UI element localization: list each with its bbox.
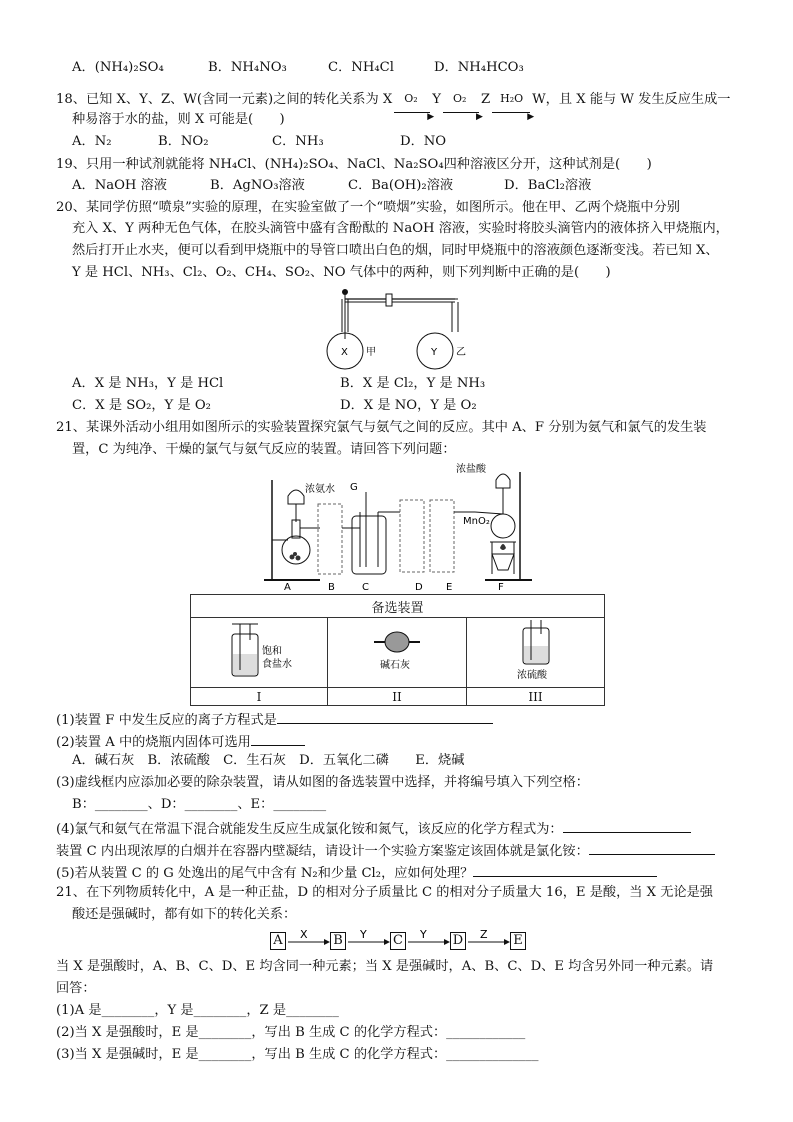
letter-b: B [328,582,335,592]
q21b-stem-line2: 酸还是强碱时，都有如下的转化关系： [72,907,297,922]
chain-e: E [510,932,526,950]
letter-c: C [362,582,369,592]
label-conc-h2so4: 浓硫酸 [516,670,547,681]
q17-option-c: C．NH₄Cl [328,60,394,75]
letter-d: D [415,582,423,592]
q21b-question-3: (3)当 X 是强碱时，E 是________，写出 B 生成 C 的化学方程式：______________ [56,1047,539,1062]
chain-a: A [270,932,286,950]
q21a-stem-line1: 21、某课外活动小组用如图所示的实验装置探究氯气与氨气之间的反应。其中 A、F 分别为氨气和氯气的发生装 [56,420,707,435]
table-title: 备选装置 [191,595,605,618]
q21b-stem-line1: 21、在下列物质转化中，A 是一种正盐，D 的相对分子质量比 C 的相对分子质量大 16，E 是酸，当 X 无论是强 [56,885,713,900]
q21a-question-4: (4)氯气和氨气在常温下混合就能发生反应生成氯化铵和氮气，该反应的化学方程式为： [56,818,691,839]
table-num-1: I [191,688,328,706]
flask-x-label: X [341,347,348,358]
table-num-2: II [328,688,467,706]
q21b-question-1: (1)A 是________，Y 是________，Z 是________ [56,1003,339,1018]
letter-f: F [498,582,504,592]
table-cell-1 [191,618,328,688]
chain-arrow-3 [406,929,450,951]
q20-option-d: D．X 是 NO，Y 是 O₂ [340,398,477,413]
q20-option-a: A．X 是 NH₃，Y 是 HCl [72,376,224,391]
chain-arrow-4 [466,929,510,951]
q20-option-b: B．X 是 Cl₂，Y 是 NH₃ [340,376,486,391]
q20-stem-line2: 充入 X、Y 两种无色气体，在胶头滴管中盛有含酚酞的 NaOH 溶液，实验时将胶头滴管内的液体挤入甲烧瓶内， [72,221,729,236]
chain-b: B [330,932,346,950]
q19-option-b: B．AgNO₃溶液 [210,178,305,193]
q18-stem-line2: 种易溶于水的盐，则 X 可能是( ) [72,112,285,127]
chain-arrow-1 [286,929,330,951]
q21a-question-2: (2)装置 A 中的烧瓶内固体可选用 [56,731,305,752]
table-num-3: III [467,688,605,706]
q21a-question-3: (3)虚线框内应添加必要的除杂装置，请从如图的备选装置中选择，并将编号填入下列空格： [56,775,589,790]
apparatus-figure [260,462,540,592]
q19-option-d: D．BaCl₂溶液 [504,178,592,193]
letter-e: E [446,582,453,592]
label-brine-1: 饱和 [262,646,282,657]
q19-option-c: C．Ba(OH)₂溶液 [348,178,454,193]
label-mno2: MnO₂ [463,516,490,527]
q20-option-c: C．X 是 SO₂，Y 是 O₂ [72,398,211,413]
chain-arrow-2 [346,929,390,951]
q20-stem-line4: Y 是 HCl、NH₃、Cl₂、O₂、CH₄、SO₂、NO 气体中的两种，则下列判断中正确的是( ) [72,265,611,280]
label-brine-2: 食盐水 [262,659,292,670]
q20-stem-line1: 20、某同学仿照“喷泉”实验的原理，在实验室做了一个“喷烟”实验，如图所示。他在甲、乙两个烧瓶中分别 [56,200,680,215]
q17-option-b: B．NH₄NO₃ [208,60,287,75]
q18-option-d: D．NO [400,134,447,149]
q20-stem-line3: 然后打开止水夹，便可以看到甲烧瓶中的导管口喷出白色的烟，同时甲烧瓶中的溶液颜色逐渐变浅。若已知 X、 [72,243,719,258]
q21a-question-1: (1)装置 F 中发生反应的离子方程式是 [56,709,493,730]
q18-option-b: B．NO₂ [158,134,209,149]
svg-text:Y: Y [360,929,367,941]
label-ammonia: 浓氨水 [305,484,335,495]
svg-text:Z: Z [480,929,488,941]
flask-jia-label: 甲 [366,347,376,358]
label-hcl: 浓盐酸 [456,464,486,475]
table-cell-2 [328,618,467,688]
q21a-question-5: (5)若从装置 C 的 G 处逸出的尾气中含有 N₂和少量 Cl₂，应如何处理？ [56,862,657,883]
q17-option-d: D．NH₄HCO₃ [434,60,524,75]
q21a-question-3-blanks: B：________、D：________、E：________ [72,797,327,812]
smoke-experiment-figure [320,284,490,374]
flask-y-label: Y [431,347,438,358]
chain-d: D [450,932,466,950]
q21b-after-line1: 当 X 是强酸时，A、B、C、D、E 均含同一种元素；当 X 是强碱时，A、B、C、D、E 均含另外同一种元素。请 [56,959,714,974]
chain-c: C [390,932,406,950]
optional-apparatus-table [190,594,605,706]
q19-stem: 19、只用一种试剂就能将 NH₄Cl、(NH₄)₂SO₄、NaCl、Na₂SO₄四种溶液区分开，这种试剂是( ) [56,157,652,172]
q17-option-a: A．(NH₄)₂SO₄ [72,60,164,75]
svg-text:Y: Y [420,929,427,941]
q18-stem-line1: 18、已知 X、Y、Z、W(含同一元素)之间的转化关系为 X O₂ ▶ Y O₂ ▶ Z H₂O ▶ W，且 X 能与 W 发生反应生成一 [56,92,731,122]
svg-text:X: X [300,929,308,941]
q21a-question-4b: 装置 C 内出现浓厚的白烟并在容器内壁凝结，请设计一个实验方案鉴定该固体就是氯化铵： [56,840,715,861]
letter-a: A [284,582,291,592]
label-g: G [350,482,358,493]
table-cell-3 [467,618,605,688]
q18-option-a: A．N₂ [72,134,112,149]
q21a-question-2-options: A．碱石灰 B．浓硫酸 C．生石灰 D．五氧化二磷 E．烧碱 [72,753,465,768]
label-soda-lime: 碱石灰 [380,660,410,671]
flask-yi-label: 乙 [456,347,466,358]
q21b-after-line2: 回答： [56,981,96,996]
q21b-question-2: (2)当 X 是强酸时，E 是________，写出 B 生成 C 的化学方程式：____________ [56,1025,526,1040]
q18-option-c: C．NH₃ [272,134,324,149]
q19-option-a: A．NaOH 溶液 [72,178,167,193]
q21a-stem-line2: 置，C 为纯净、干燥的氯气与氨气反应的装置。请回答下列问题： [72,442,456,457]
